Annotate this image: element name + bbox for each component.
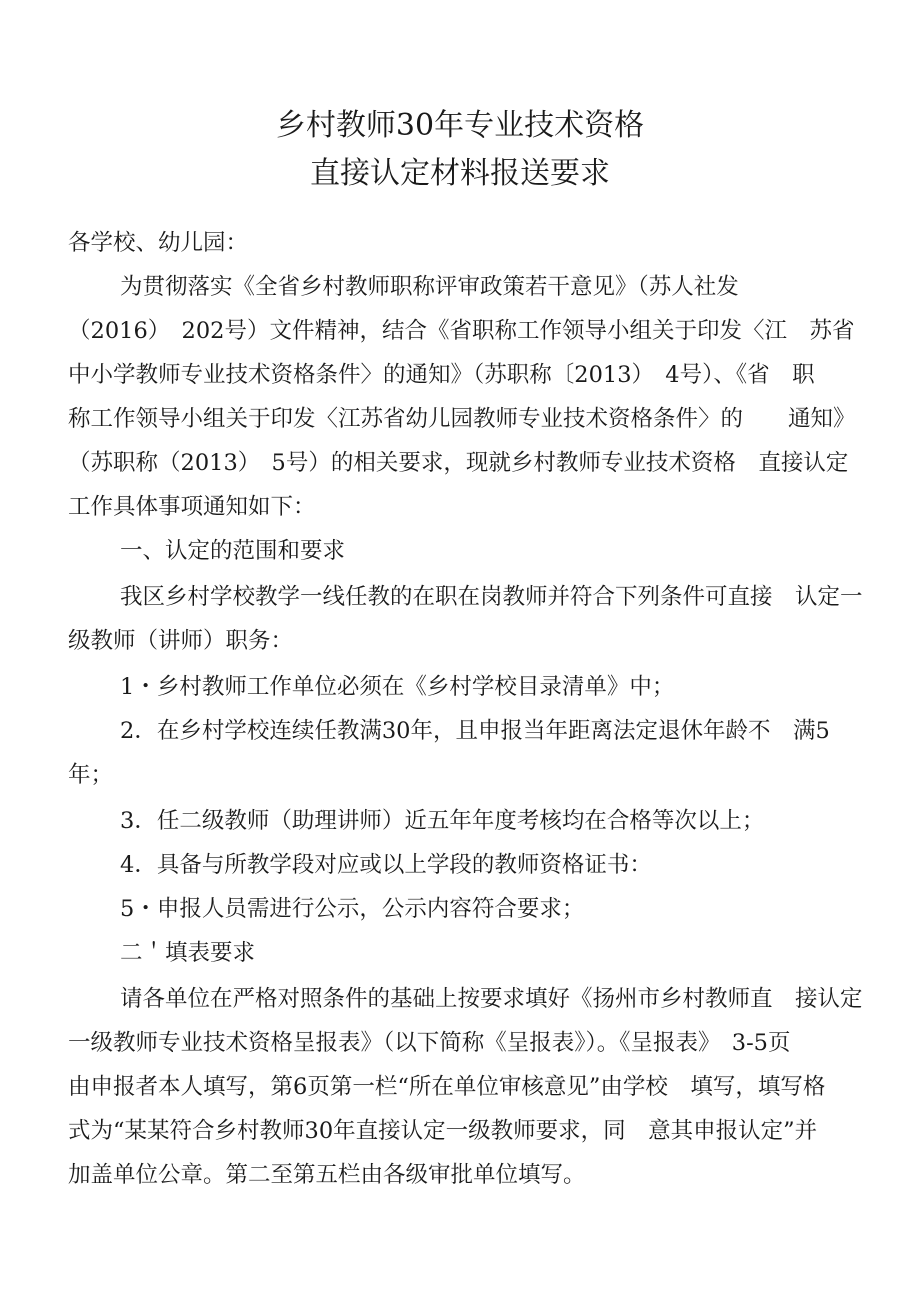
- section-heading-2: 二＇填表要求: [120, 940, 256, 966]
- paragraph-line: 请各单位在严格对照条件的基础上按要求填好《扬州市乡村教师直 接认定: [120, 986, 863, 1012]
- paragraph-line: 工作具体事项通知如下：: [68, 494, 316, 520]
- paragraph-line: 称工作领导小组关于印发〈江苏省幼儿园教师专业技术资格条件〉的 通知》: [68, 406, 856, 432]
- paragraph-line: 由申报者本人填写，第6页第一栏“所在单位审核意见”由学校 填写，填写格: [68, 1074, 826, 1100]
- list-item: 2．在乡村学校连续任教满30年，且申报当年距离法定退休年龄不 满5: [120, 718, 830, 744]
- paragraph-line: （2016） 202号）文件精神，结合《省职称工作领导小组关于印发〈江 苏省: [68, 318, 855, 344]
- document-title-line-2: 直接认定材料报送要求: [310, 156, 610, 191]
- list-item: 5・申报人员需进行公示，公示内容符合要求；: [120, 896, 585, 922]
- list-item: 3．任二级教师（助理讲师）近五年年度考核均在合格等次以上；: [120, 808, 765, 834]
- section-heading-1: 一、认定的范围和要求: [120, 538, 346, 564]
- paragraph-line: 级教师（讲师）职务：: [68, 628, 294, 654]
- paragraph-line: 加盖单位公章。第二至第五栏由各级审批单位填写。: [68, 1162, 586, 1188]
- document-title-line-1: 乡村教师30年专业技术资格: [275, 108, 645, 143]
- paragraph-line: 一级教师专业技术资格呈报表》（以下简称《呈报表》）。《呈报表》 3-5页: [68, 1030, 791, 1056]
- list-item: 1・乡村教师工作单位必须在《乡村学校目录清单》中；: [120, 674, 675, 700]
- paragraph-line: 我区乡村学校教学一线任教的在职在岗教师并符合下列条件可直接 认定一: [120, 584, 863, 610]
- list-item-continuation: 年；: [68, 762, 114, 788]
- paragraph-line: （苏职称（2013） 5号）的相关要求，现就乡村教师专业技术资格 直接认定: [68, 450, 849, 476]
- paragraph-line: 式为“某某符合乡村教师30年直接认定一级教师要求，同 意其申报认定”并: [68, 1118, 818, 1144]
- salutation: 各学校、幼儿园：: [68, 230, 249, 256]
- list-item: 4．具备与所教学段对应或以上学段的教师资格证书：: [120, 852, 652, 878]
- paragraph-line: 为贯彻落实《全省乡村教师职称评审政策若干意见》（苏人社发: [120, 274, 739, 300]
- paragraph-line: 中小学教师专业技术资格条件〉的通知》（苏职称〔2013） 4号）、《省 职: [68, 362, 815, 388]
